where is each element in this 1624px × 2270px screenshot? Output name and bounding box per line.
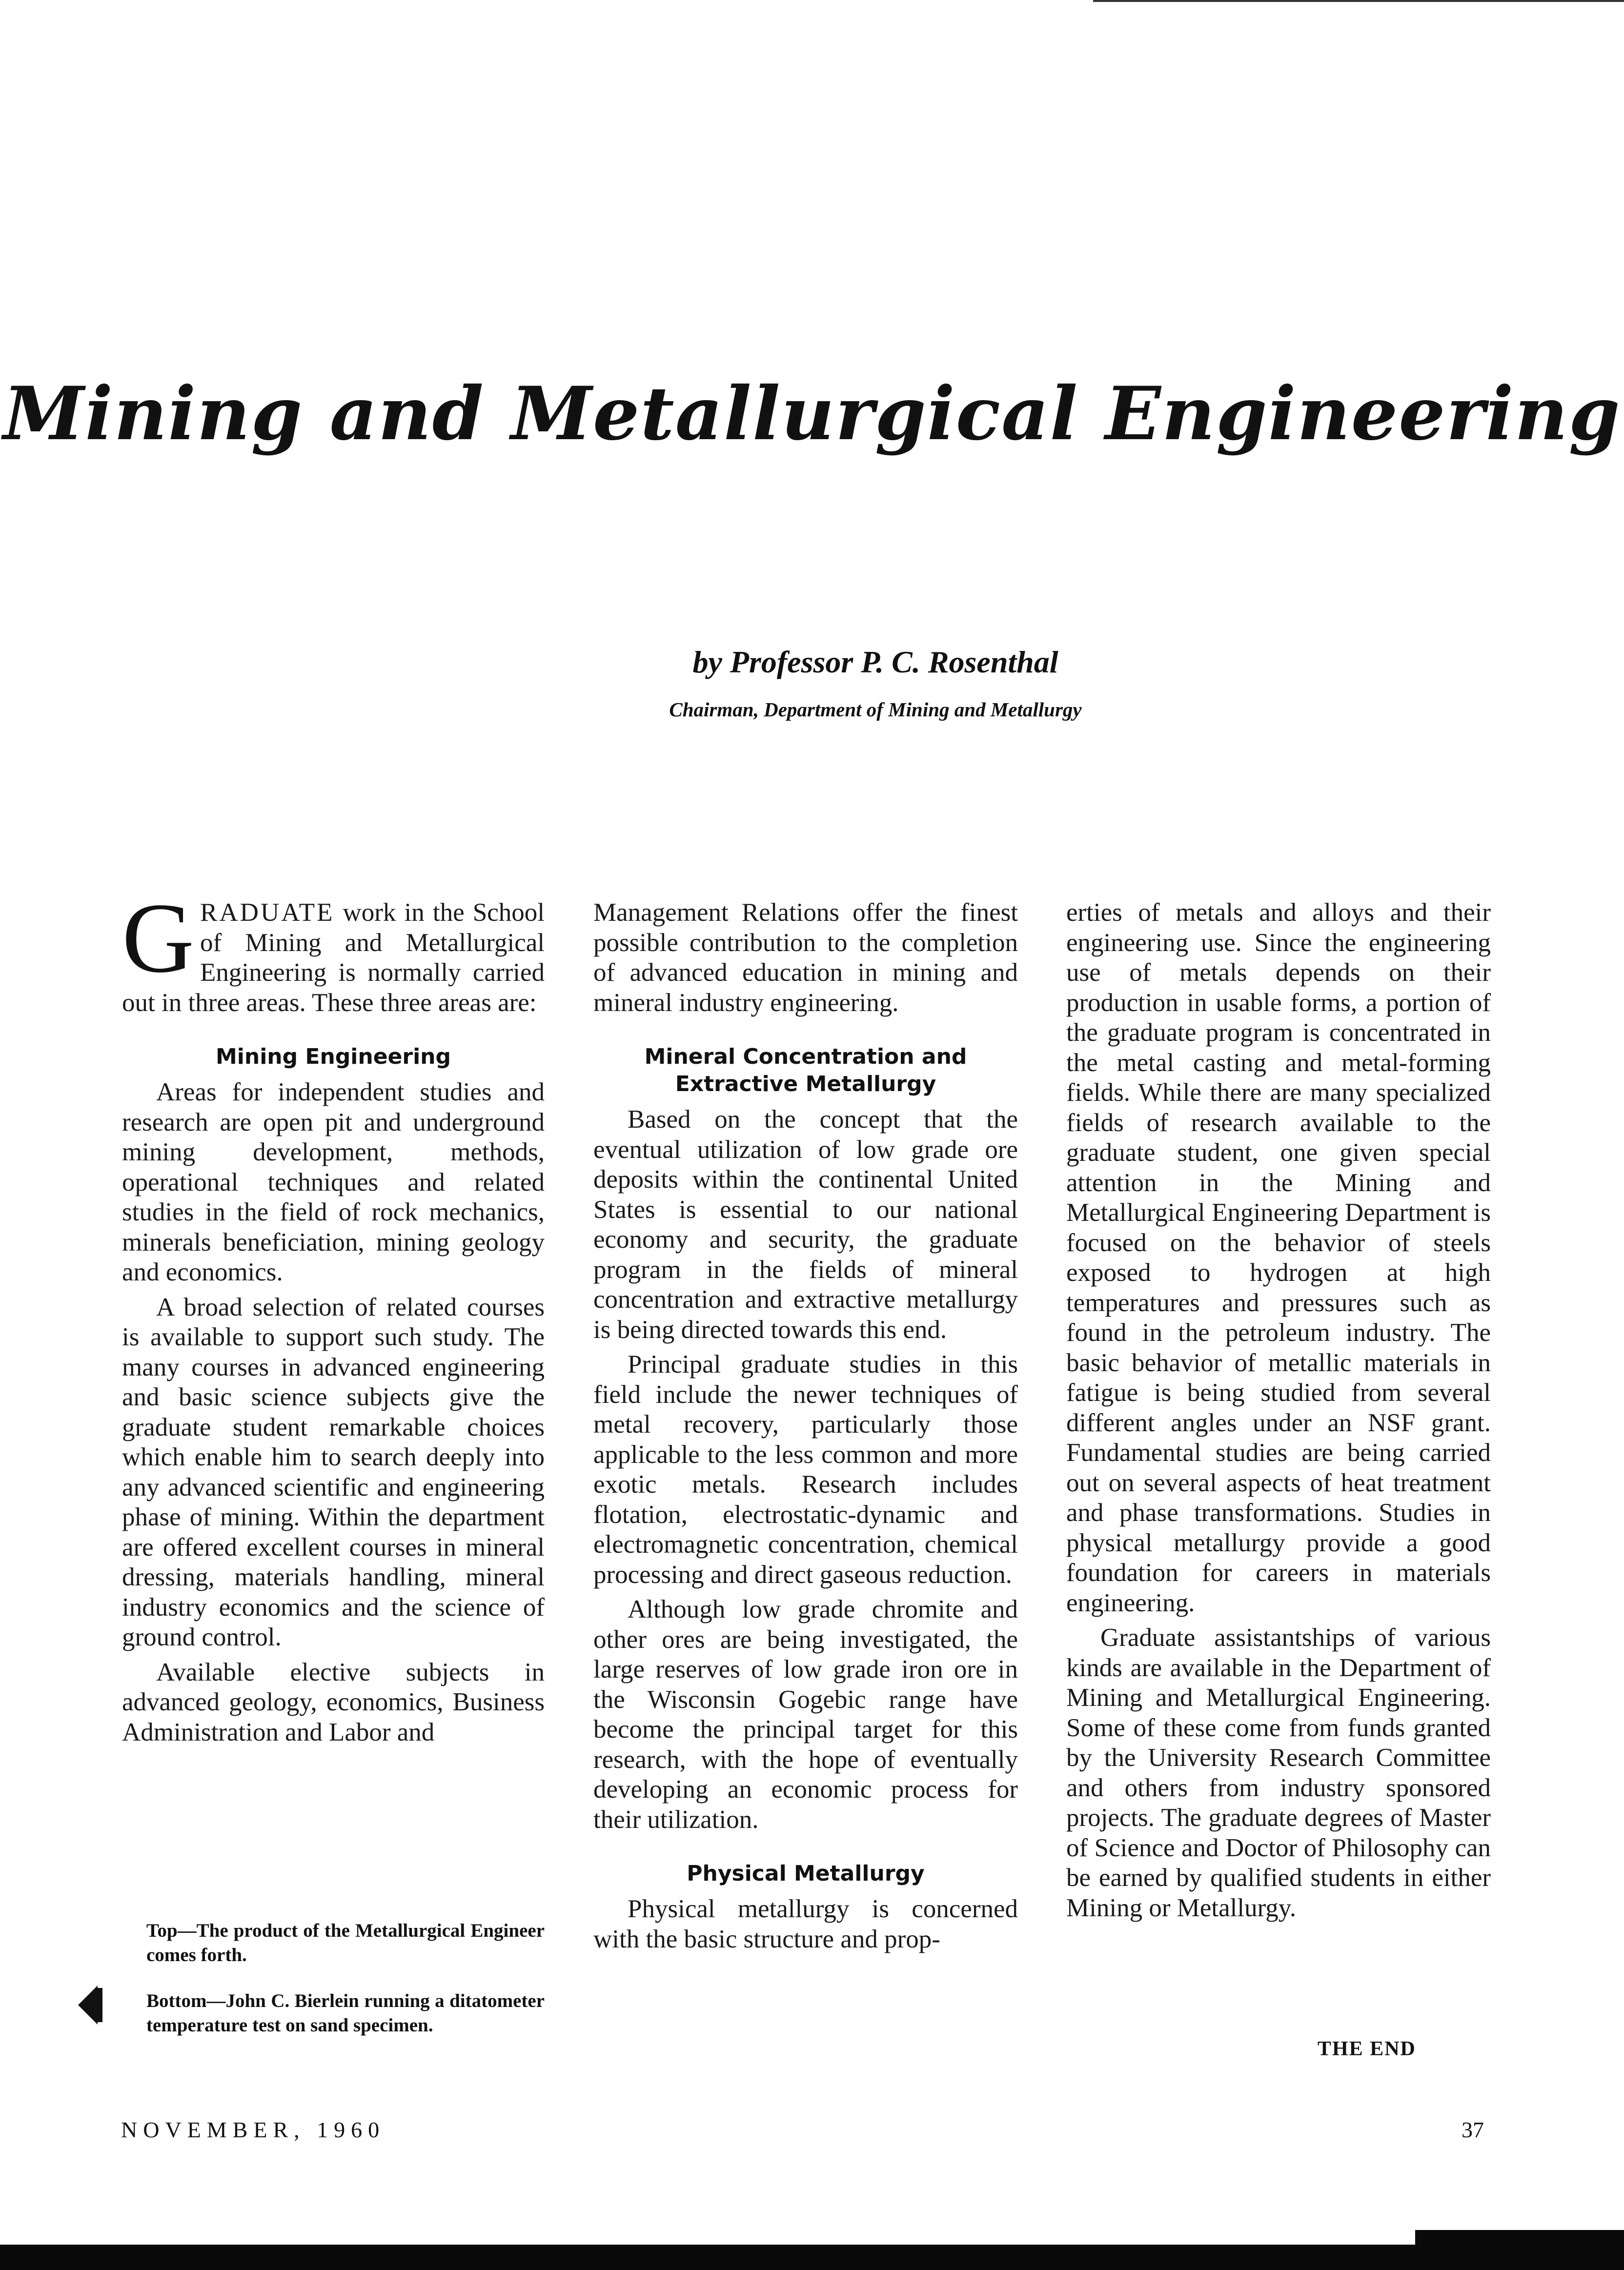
intro-text: work in the School of Mining and Metallurgical Engineering is normally carried out in three areas. These three areas are: — [122, 898, 545, 1017]
heading-physical-metallurgy: Physical Metallurgy — [687, 1861, 925, 1886]
paragraph: Physical metallurgy is concerned with the basic structure and prop- — [593, 1895, 1018, 1953]
heading-mining-engineering: Mining Engineering — [216, 1044, 451, 1069]
top-rule — [1093, 0, 1624, 2]
heading-line: Extractive Metallurgy — [675, 1072, 936, 1096]
paragraph: Principal graduate studies in this field include the newer techniques of metal recovery, particularly those applicable to the less common and more exotic metals. Research includes flotation, electrostatic-dynamic and electromagnetic concentration, chemical processing and direct gaseous reduction. — [593, 1350, 1018, 1589]
the-end-marker: THE END — [1318, 2038, 1416, 2060]
drop-cap: G — [122, 883, 195, 993]
article-title: Mining and Metallurgical Engineering — [3, 371, 1621, 457]
author-affiliation: Chairman, Department of Mining and Metallurgy — [669, 698, 1082, 721]
scan-edge-bar — [1415, 2230, 1624, 2270]
caption-bottom: Bottom—John C. Bierlein running a ditatometer temperature test on sand specimen. — [146, 1990, 545, 2036]
caption-top: Top—The product of the Metallurgical Engineer comes forth. — [146, 1920, 545, 1966]
column-1 — [122, 883, 545, 1752]
column-3 — [1066, 898, 1491, 1928]
paragraph: Although low grade chromite and other ores are being investigated, the large reserves of low grade iron ore in the Wisconsin Gogebic range have become the principal target for this research, with the hope of eventually developing an economic process for their utilization. — [593, 1595, 1018, 1834]
left-arrow-icon — [78, 1983, 102, 2027]
paragraph: Available elective subjects in advanced geology, economics, Business Administration and Labor and — [122, 1658, 545, 1746]
paragraph: Graduate assistantships of various kinds are available in the Department of Mining and Metallurgical Engineering. Some of these come from funds granted by the University Research Committee and others from industry sponsored projects. The graduate degrees of Master of Science and Doctor of Philosophy can be earned by qualified students in either Mining or Metallurgy. — [1066, 1623, 1491, 1922]
intro-paragraph — [122, 883, 545, 1018]
heading-line: Mineral Concentration and — [644, 1044, 967, 1069]
column-2 — [593, 898, 1018, 1959]
footer-date: NOVEMBER, 1960 — [121, 2117, 386, 2142]
intro-caps: RADUATE — [200, 898, 335, 927]
page-number: 37 — [1462, 2117, 1484, 2142]
paragraph: erties of metals and alloys and their engineering use. Since the engineering use of metals depends on their production in usable forms, a portion of the graduate program is concentrated in the metal casting and metal-forming fields. While there are many specialized fields of research available to the graduate student, one given special attention in the Mining and Metallurgical Engineering Department is focused on the behavior of steels exposed to hydrogen at high temperatures and pressures such as found in the petroleum industry. The basic behavior of metallic materials in fatigue is being studied from several different angles under an NSF grant. Fundamental studies are being carried out on several aspects of heat treatment and phase transformations. Studies in physical metallurgy provide a good foundation for careers in materials engineering. — [1066, 898, 1491, 1617]
paragraph: Management Relations offer the finest possible contribution to the completion of advanced education in mining and mineral industry engineering. — [593, 898, 1018, 1017]
paragraph: A broad selection of related courses is available to support such study. The many courses in advanced engineering and basic science subjects give the graduate student remarkable choices which enable him to search deeply into any advanced scientific and engineering phase of mining. Within the department are offered excellent courses in mineral dressing, materials handling, mineral industry economics and the science of ground control. — [122, 1293, 545, 1651]
paragraph: Based on the concept that the eventual utilization of low grade ore deposits within the continental United States is essential to our national economy and security, the graduate program in the fields of mineral concentration and extractive metallurgy is being directed towards this end. — [593, 1105, 1018, 1344]
paragraph: Areas for independent studies and research are open pit and underground mining development, methods, operational techniques and related studies in the field of rock mechanics, minerals beneficiation, mining geology and economics. — [122, 1078, 545, 1286]
heading-mineral-concentration — [593, 1043, 1018, 1098]
scan-edge-bar — [0, 2245, 1624, 2270]
author-byline: by Professor P. C. Rosenthal — [692, 645, 1058, 679]
